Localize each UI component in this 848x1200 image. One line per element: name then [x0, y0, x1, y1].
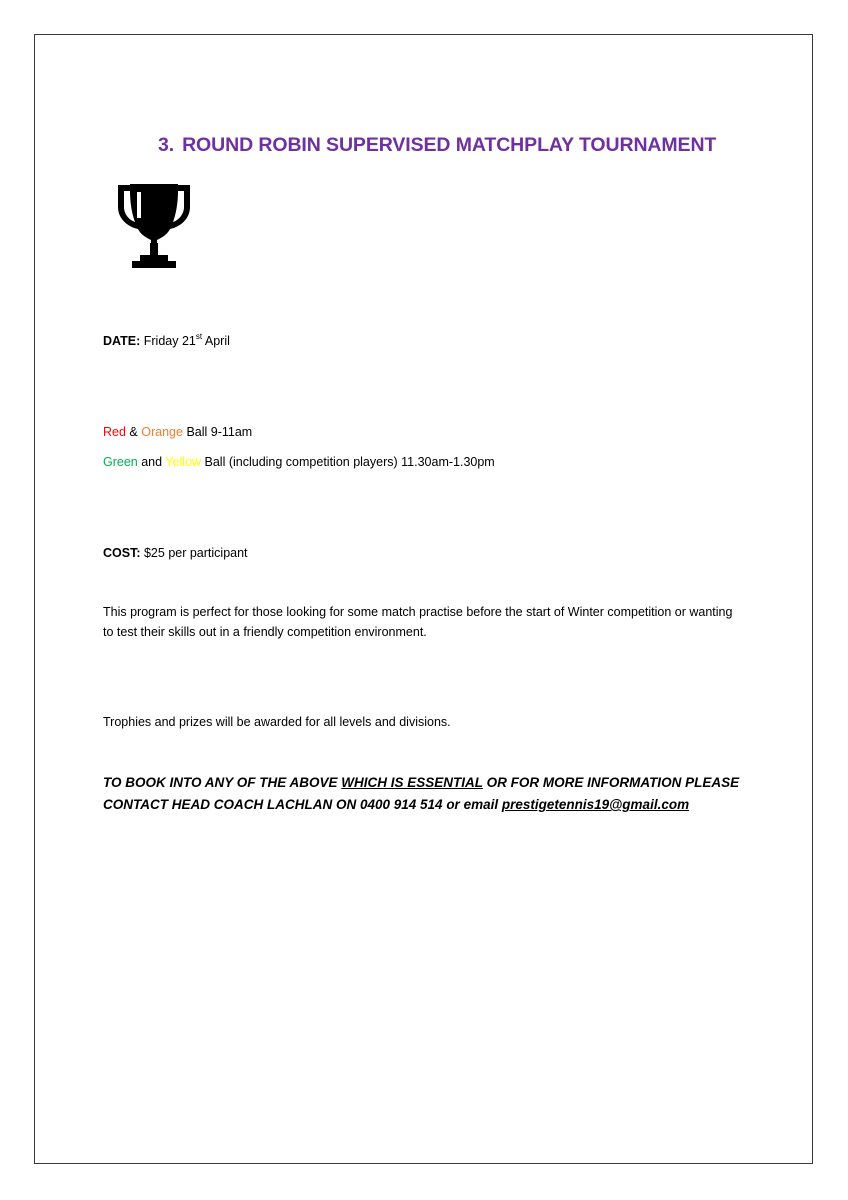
date-line — [103, 332, 230, 350]
orange-ball-text: Orange — [141, 425, 183, 439]
section-title: ROUND ROBIN SUPERVISED MATCHPLAY TOURNAMENT — [182, 134, 717, 156]
cost-value: $25 per participant — [143, 546, 248, 560]
date-label: DATE: — [103, 334, 141, 348]
booking-part1: TO BOOK INTO ANY OF THE ABOVE — [103, 775, 338, 790]
section-number: 3. — [158, 134, 175, 156]
cost-label: COST: — [103, 546, 141, 560]
session-green-yellow — [103, 453, 495, 471]
green-ball-text: Green — [103, 455, 138, 469]
ampersand: & — [129, 425, 138, 439]
date-ordinal: st — [195, 332, 203, 341]
email-link[interactable]: prestigetennis19@gmail.com — [501, 797, 690, 812]
prizes-text: Trophies and prizes will be awarded for all levels and divisions. — [103, 715, 451, 729]
yellow-ball-text: Yellow — [165, 455, 202, 469]
booking-part2: OR FOR MORE INFORMATION PLEASE CONTACT HEAD COACH LACHLAN ON 0400 914 514 or email — [103, 775, 740, 812]
page-title — [158, 134, 778, 157]
session-red-orange — [103, 423, 252, 441]
booking-essential: WHICH IS ESSENTIAL — [341, 775, 483, 790]
red-ball-text: Red — [103, 425, 126, 439]
session-time-1: Ball 9-11am — [186, 425, 253, 439]
cost-line — [103, 544, 248, 562]
date-value-prefix: Friday 21 — [143, 334, 196, 348]
and-text: and — [141, 455, 163, 469]
session-time-2: Ball (including competition players) 11.30am-1.30pm — [204, 455, 495, 469]
date-value-suffix: April — [204, 334, 230, 348]
program-description: This program is perfect for those looking for some match practise before the start of Winter competition or wanting to test their skills out in a friendly competition environment. — [103, 605, 733, 639]
booking-info — [103, 772, 763, 816]
trophy-icon — [116, 183, 192, 269]
